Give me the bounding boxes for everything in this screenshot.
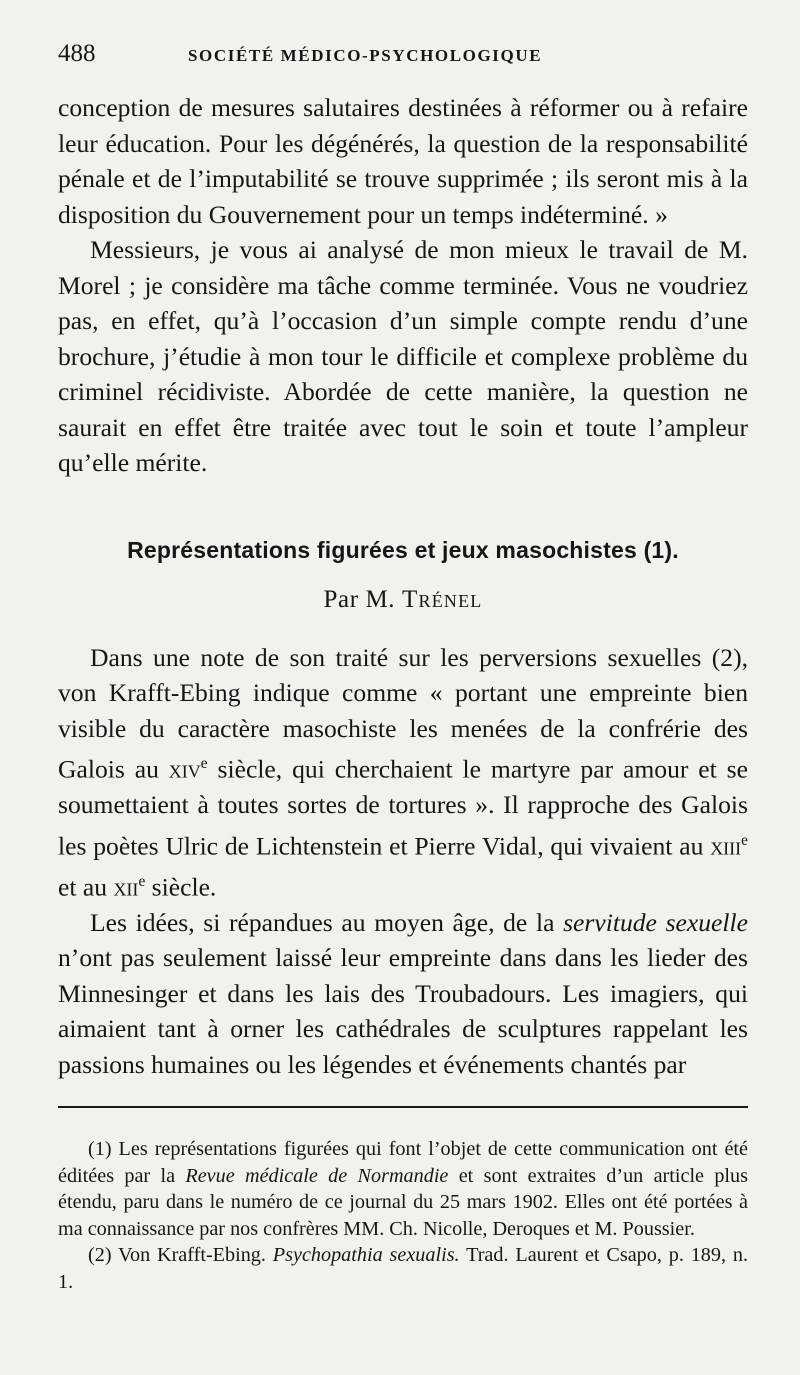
italic-term: servitude sexuelle	[563, 907, 748, 937]
footnotes	[58, 1136, 748, 1295]
text-span: n’ont pas seulement laissé leur empreinte dans dans les lieder des Minnesinger et dans les lais des Troubadours. Les imagiers, qui aimaient tant à orner les cathédrales de sculptures rappelant les passions humaines ou les légendes et événements chantés par	[58, 943, 748, 1079]
text-span: et au	[58, 872, 114, 902]
footnote-2	[58, 1242, 748, 1295]
text-span: siècle.	[145, 872, 217, 902]
text-span: (1) Les représentations figurées qui font l’objet de cette communication ont été éditées par la	[58, 1138, 748, 1187]
intro-paragraph-1: conception de mesures salutaires destinées à réformer ou à refaire leur éducation. Pour les dégénérés, la question de la responsabilité pénale et de l’imputabilité se trouve supprimée ; ils seront mis à la disposition du Gouvernement pour un temps indéterminé. »	[58, 93, 748, 229]
article-paragraph-1	[58, 640, 748, 905]
author-name: Trénel	[402, 585, 483, 613]
century-numeral	[169, 755, 201, 784]
text-span: et sont extraites d’un article plus étendu, paru dans le numéro de ce journal du 25 mars 1902. Elles ont été portées à ma connaissance par nos confrères MM. Ch. Nicolle, Deroques et M. Poussier.	[58, 1164, 748, 1240]
text-span: Les idées, si répandues au moyen âge, de la	[90, 907, 564, 937]
text-span: Trad. Laurent et Csapo, p. 189, n. 1.	[58, 1244, 749, 1293]
footnote-rule	[58, 1106, 748, 1108]
text-span: xiv	[168, 754, 201, 784]
intro-paragraph-2: Messieurs, je vous ai analysé de mon mieux le travail de M. Morel ; je considère ma tâche comme terminée. Vous ne voudriez pas, en effet, qu’à l’occasion d’un simple compte rendu d’une brochure, j’étudie à mon tour le difficile et complexe problème du criminel récidiviste. Abordée de cette manière, la question ne saurait en effet être traitée avec tout le soin et toute l’ampleur qu’elle mérite.	[58, 235, 748, 477]
running-head	[58, 40, 748, 76]
journal-title: Revue médicale de Normandie	[185, 1164, 449, 1187]
article-text	[58, 640, 748, 1083]
byline	[58, 586, 748, 614]
superscript: e	[200, 755, 208, 772]
text-span: xiii	[710, 831, 742, 861]
page-number: 488	[58, 40, 96, 67]
text-span: xii	[113, 872, 139, 902]
text-span: siècle, qui cherchaient le martyre par amour et se soumettaient à toutes sortes de tortures ». Il rapproche des Galois les poètes Ulric de Lichtenstein et Pierre Vidal, qui vivaient au	[58, 754, 748, 861]
text-span: Dans une note de son traité sur les perversions sexuelles (2), von Krafft-Ebing indique comme « portant une empreinte bien visible du caractère masochiste les menées de la confrérie des Galois au	[58, 642, 748, 784]
footnote-1	[58, 1136, 748, 1242]
intro-text	[58, 90, 748, 481]
byline-prefix: Par M.	[323, 585, 403, 613]
century-numeral	[710, 831, 741, 860]
text-span: (2) Von Krafft-Ebing.	[88, 1244, 273, 1267]
superscript: e	[138, 872, 146, 890]
article-paragraph-2	[58, 905, 748, 1083]
section-heading: Représentations figurées et jeux masochistes (1).	[127, 536, 679, 563]
running-title: SOCIÉTÉ MÉDICO-PSYCHOLOGIQUE	[188, 46, 543, 65]
book-title: Psychopathia sexualis.	[272, 1244, 460, 1267]
century-numeral	[113, 872, 138, 901]
superscript: e	[741, 831, 748, 849]
